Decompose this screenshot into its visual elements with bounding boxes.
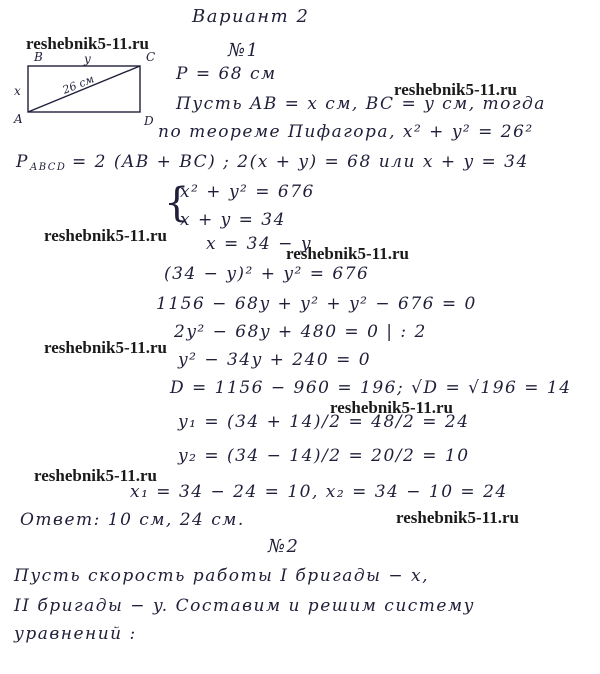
solution-line: y² − 34y + 240 = 0 bbox=[178, 350, 372, 370]
perimeter-line: P = 68 см bbox=[176, 64, 277, 84]
vertex-c-label: C bbox=[146, 50, 156, 64]
solution-line: по теореме Пифагора, x² + y² = 26² bbox=[158, 122, 534, 142]
vertex-a-label: A bbox=[14, 112, 23, 126]
solution-line: y₁ = (34 + 14)/2 = 48/2 = 24 bbox=[178, 412, 470, 432]
variant-heading: Вариант 2 bbox=[192, 6, 310, 27]
task-2-line: уравнений : bbox=[14, 624, 137, 644]
solution-line: D = 1156 − 960 = 196; √D = √196 = 14 bbox=[170, 378, 572, 398]
side-top-label: y bbox=[84, 52, 91, 66]
perimeter-subscript: ABCD bbox=[30, 162, 67, 173]
vertex-d-label: D bbox=[144, 114, 154, 128]
watermark: reshebnik5-11.ru bbox=[396, 508, 519, 527]
solution-line: = 2 (AB + BC) ; 2(x + y) = 68 или x + y = 34 bbox=[72, 152, 529, 172]
watermark: reshebnik5-11.ru bbox=[44, 226, 167, 245]
diagonal-label: 26 см bbox=[60, 72, 97, 97]
task-1-number: №1 bbox=[228, 40, 260, 61]
solution-line: Пусть AB = x см, BC = y см, тогда bbox=[176, 94, 546, 114]
watermark: reshebnik5-11.ru bbox=[34, 466, 157, 485]
task-2-number: №2 bbox=[268, 536, 300, 557]
task-2-line: Пусть скорость работы I бригады − x, bbox=[14, 566, 430, 586]
watermark: reshebnik5-11.ru bbox=[394, 80, 517, 99]
system-equation: x² + y² = 676 bbox=[180, 182, 315, 202]
system-equation: x + y = 34 bbox=[180, 210, 286, 230]
task-2-line: II бригады − y. Составим и решим систему bbox=[14, 596, 475, 616]
solution-line: 1156 − 68y + y² + y² − 676 = 0 bbox=[156, 294, 477, 314]
watermark: reshebnik5-11.ru bbox=[286, 244, 409, 263]
watermark: reshebnik5-11.ru bbox=[330, 398, 453, 417]
answer-line: Ответ: 10 см, 24 см. bbox=[20, 510, 245, 530]
solution-line: 2y² − 68y + 480 = 0 | : 2 bbox=[174, 322, 427, 342]
system-brace: { bbox=[164, 180, 191, 226]
solution-line: x₁ = 34 − 24 = 10, x₂ = 34 − 10 = 24 bbox=[130, 482, 508, 502]
watermark: reshebnik5-11.ru bbox=[26, 34, 149, 53]
solution-line: x = 34 − y bbox=[206, 234, 312, 254]
watermark: reshebnik5-11.ru bbox=[44, 338, 167, 357]
perimeter-symbol: P bbox=[16, 152, 29, 172]
vertex-b-label: B bbox=[34, 50, 43, 64]
side-left-label: x bbox=[14, 84, 21, 98]
solution-line: (34 − y)² + y² = 676 bbox=[164, 264, 370, 284]
solution-line: y₂ = (34 − 14)/2 = 20/2 = 10 bbox=[178, 446, 470, 466]
